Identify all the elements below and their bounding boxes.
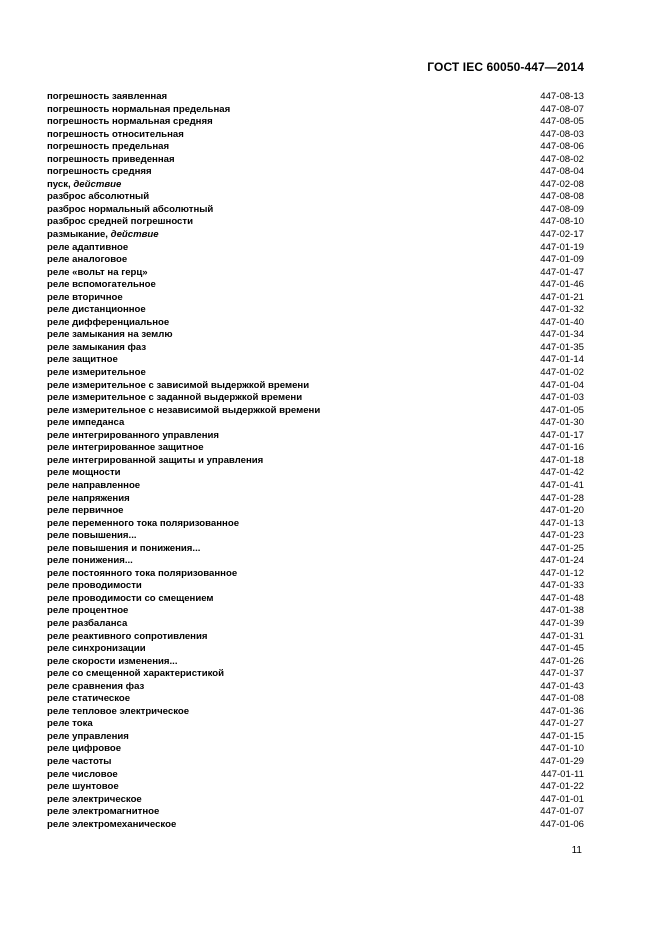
index-term-code: 447-01-14: [540, 354, 584, 366]
index-entry: [47, 530, 584, 543]
index-term-text: реле управления: [47, 730, 129, 742]
index-entry: [47, 681, 584, 694]
index-term: [47, 455, 263, 468]
index-term-code: 447-01-35: [540, 341, 584, 353]
index-term: [47, 329, 173, 342]
index-term-code: 447-01-38: [540, 605, 584, 617]
index-term: [47, 593, 214, 606]
index-term-code: 447-01-22: [540, 781, 584, 793]
index-term: [47, 279, 156, 292]
index-term: [47, 493, 130, 506]
index-term: [47, 154, 175, 167]
index-term-text: реле электрическое: [47, 793, 142, 805]
index-entry: [47, 354, 584, 367]
index-term-code: 447-08-05: [540, 116, 584, 128]
index-term: [47, 505, 124, 518]
index-entry: [47, 568, 584, 581]
index-entry: [47, 191, 584, 204]
index-term: [47, 530, 137, 543]
index-term: [47, 417, 124, 430]
index-term: [47, 129, 184, 142]
index-entry: [47, 229, 584, 242]
index-entry: [47, 631, 584, 644]
index-term-text: погрешность относительная: [47, 128, 184, 140]
index-entry: [47, 216, 584, 229]
index-term: [47, 769, 118, 782]
index-term: [47, 480, 140, 493]
index-term: [47, 643, 146, 656]
index-term-text: реле замыкания на землю: [47, 329, 173, 341]
index-term: [47, 292, 123, 305]
index-term-text: реле аналоговое: [47, 254, 128, 266]
index-term-code: 447-01-46: [540, 279, 584, 291]
index-term-text: реле первичное: [47, 505, 124, 517]
index-entry: [47, 367, 584, 380]
term-index-list: [47, 91, 584, 831]
index-entry: [47, 179, 584, 192]
index-term-code: 447-01-32: [540, 304, 584, 316]
index-term: [47, 605, 128, 618]
index-term-text: погрешность нормальная предельная: [47, 103, 231, 115]
index-entry: [47, 605, 584, 618]
index-term-text: реле интегрированного управления: [47, 429, 220, 441]
index-entry: [47, 304, 584, 317]
index-entry: [47, 154, 584, 167]
index-term: [47, 631, 207, 644]
index-term-code: 447-01-13: [540, 517, 584, 529]
index-term-code: 447-01-43: [540, 680, 584, 692]
index-entry: [47, 392, 584, 405]
index-term: [47, 681, 144, 694]
index-term-code: 447-01-33: [540, 580, 584, 592]
index-term-code: 447-01-24: [540, 555, 584, 567]
index-term: [47, 317, 169, 330]
index-term-code: 447-01-09: [540, 254, 584, 266]
index-entry: [47, 141, 584, 154]
index-entry: [47, 668, 584, 681]
index-entry: [47, 267, 584, 280]
index-term: [47, 342, 146, 355]
index-term-qualifier: действие: [73, 178, 122, 190]
index-term-code: 447-01-06: [540, 818, 584, 830]
index-term-text: реле адаптивное: [47, 241, 129, 253]
index-term-code: 447-08-03: [540, 128, 584, 140]
index-term-code: 447-01-23: [540, 530, 584, 542]
index-entry: [47, 706, 584, 719]
index-entry: [47, 794, 584, 807]
index-term: [47, 91, 167, 104]
index-term-code: 447-01-27: [540, 718, 584, 730]
index-term-text: реле проводимости со смещением: [47, 592, 214, 604]
index-term-text: реле «вольт на герц»: [47, 266, 148, 278]
index-term-text: реле скорости изменения...: [47, 655, 178, 667]
index-term-text: реле повышения и понижения...: [47, 542, 201, 554]
index-entry: [47, 743, 584, 756]
index-entry: [47, 417, 584, 430]
index-term-code: 447-01-08: [540, 693, 584, 705]
index-term-text: реле тепловое электрическое: [47, 705, 190, 717]
index-term-text: реле переменного тока поляризованное: [47, 517, 240, 529]
index-entry: [47, 580, 584, 593]
index-term-code: 447-01-20: [540, 505, 584, 517]
index-term-text: реле постоянного тока поляризованное: [47, 567, 238, 579]
index-term-code: 447-01-04: [540, 379, 584, 391]
index-term: [47, 656, 178, 669]
index-term-text: реле электромагнитное: [47, 806, 160, 818]
index-term-code: 447-08-08: [540, 191, 584, 203]
index-term-text: погрешность средняя: [47, 166, 152, 178]
index-term-text: разброс нормальный абсолютный: [47, 203, 214, 215]
index-entry: [47, 543, 584, 556]
index-term-qualifier: действие: [110, 229, 159, 241]
index-entry: [47, 166, 584, 179]
index-term-code: 447-01-18: [540, 454, 584, 466]
index-entry: [47, 493, 584, 506]
index-term-text: реле замыкания фаз: [47, 341, 147, 353]
index-term: [47, 718, 93, 731]
index-term: [47, 543, 200, 556]
index-term-text: реле мощности: [47, 467, 121, 479]
index-term-code: 447-01-21: [540, 291, 584, 303]
index-term-code: 447-01-07: [540, 806, 584, 818]
index-entry: [47, 781, 584, 794]
index-entry: [47, 693, 584, 706]
index-term: [47, 405, 320, 418]
index-entry: [47, 593, 584, 606]
index-term-text: реле измерительное с независимой выдержкой времени: [47, 404, 321, 416]
index-term: [47, 204, 213, 217]
index-term: [47, 104, 230, 117]
index-term-text: реле дистанционное: [47, 304, 146, 316]
index-term-code: 447-01-03: [540, 392, 584, 404]
index-term-text: размыкание,: [47, 229, 111, 241]
index-term-code: 447-01-45: [540, 643, 584, 655]
index-term: [47, 743, 121, 756]
index-term: [47, 518, 239, 531]
index-term: [47, 304, 146, 317]
index-term-text: реле вспомогательное: [47, 279, 156, 291]
index-term: [47, 467, 121, 480]
index-entry: [47, 518, 584, 531]
index-term-text: реле числовое: [47, 768, 118, 780]
index-entry: [47, 618, 584, 631]
index-term-text: реле со смещенной характеристикой: [47, 668, 225, 680]
index-term-text: реле проводимости: [47, 580, 142, 592]
index-term-text: пуск,: [47, 178, 74, 190]
index-term-text: реле дифференциальное: [47, 316, 170, 328]
index-term: [47, 731, 129, 744]
index-entry: [47, 769, 584, 782]
index-entry: [47, 819, 584, 832]
index-term-code: 447-02-08: [540, 178, 584, 190]
index-term-code: 447-01-34: [540, 329, 584, 341]
index-term-code: 447-01-16: [540, 442, 584, 454]
index-term-code: 447-01-17: [540, 429, 584, 441]
index-term-code: 447-01-40: [540, 316, 584, 328]
index-term-code: 447-01-36: [540, 705, 584, 717]
index-term-code: 447-01-39: [540, 617, 584, 629]
index-term-text: реле тока: [47, 718, 93, 730]
index-entry: [47, 505, 584, 518]
index-term-code: 447-01-02: [540, 367, 584, 379]
index-term: [47, 166, 152, 179]
index-term-text: реле вторичное: [47, 291, 123, 303]
index-entry: [47, 442, 584, 455]
index-entry: [47, 380, 584, 393]
index-entry: [47, 91, 584, 104]
index-entry: [47, 555, 584, 568]
index-entry: [47, 756, 584, 769]
index-term-text: реле процентное: [47, 605, 129, 617]
index-entry: [47, 254, 584, 267]
index-term: [47, 806, 159, 819]
index-term: [47, 191, 149, 204]
index-term-text: реле сравнения фаз: [47, 680, 145, 692]
index-term-text: реле шунтовое: [47, 781, 119, 793]
index-entry: [47, 718, 584, 731]
index-term-code: 447-08-13: [540, 91, 584, 102]
index-term-text: реле разбаланса: [47, 617, 128, 629]
index-term-code: 447-01-47: [540, 266, 584, 278]
index-entry: [47, 104, 584, 117]
index-term-code: 447-01-11: [540, 768, 584, 780]
index-entry: [47, 643, 584, 656]
index-term-code: 447-01-25: [540, 542, 584, 554]
index-term-code: 447-08-10: [540, 216, 584, 228]
index-term: [47, 794, 142, 807]
index-term-text: реле измерительное: [47, 367, 146, 379]
index-term: [47, 756, 112, 769]
index-term-code: 447-08-02: [540, 153, 584, 165]
index-term: [47, 668, 224, 681]
index-term-text: реле измерительное с зависимой выдержкой времени: [47, 379, 310, 391]
index-entry: [47, 731, 584, 744]
index-term: [47, 819, 176, 832]
index-term-text: погрешность предельная: [47, 141, 170, 153]
index-term: [47, 116, 213, 129]
index-term-code: 447-01-19: [540, 241, 584, 253]
index-term-text: погрешность приведенная: [47, 153, 175, 165]
index-term-text: реле частоты: [47, 755, 112, 767]
index-entry: [47, 467, 584, 480]
index-term-code: 447-01-31: [540, 630, 584, 642]
index-term-code: 447-01-12: [540, 567, 584, 579]
index-term-code: 447-01-37: [540, 668, 584, 680]
index-term-text: реле направленное: [47, 479, 141, 491]
index-term: [47, 141, 169, 154]
index-term-text: реле импеданса: [47, 417, 125, 429]
index-entry: [47, 279, 584, 292]
index-term: [47, 781, 119, 794]
document-header: ГОСТ IEC 60050-447—2014: [427, 60, 584, 74]
index-term: [47, 242, 128, 255]
index-term: [47, 706, 189, 719]
index-term: [47, 367, 146, 380]
index-entry: [47, 455, 584, 468]
index-term: [47, 442, 204, 455]
index-term: [47, 179, 121, 192]
index-term-text: реле реактивного сопротивления: [47, 630, 208, 642]
index-entry: [47, 204, 584, 217]
index-term-code: 447-01-26: [540, 655, 584, 667]
index-entry: [47, 430, 584, 443]
index-term-code: 447-01-15: [540, 730, 584, 742]
page-number: 11: [571, 845, 582, 856]
index-term-text: реле интегрированной защиты и управления: [47, 454, 264, 466]
index-term-code: 447-08-06: [540, 141, 584, 153]
index-entry: [47, 329, 584, 342]
index-entry: [47, 480, 584, 493]
index-term-text: погрешность заявленная: [47, 91, 168, 102]
index-term-text: реле измерительное с заданной выдержкой времени: [47, 392, 303, 404]
index-term: [47, 618, 127, 631]
index-term: [47, 555, 133, 568]
index-term-code: 447-02-17: [540, 229, 584, 241]
index-term-text: погрешность нормальная средняя: [47, 116, 213, 128]
index-entry: [47, 656, 584, 669]
index-term-text: реле статическое: [47, 693, 131, 705]
index-term: [47, 354, 118, 367]
index-term-code: 447-01-01: [540, 793, 584, 805]
index-term: [47, 380, 309, 393]
index-term-text: реле напряжения: [47, 492, 130, 504]
index-entry: [47, 292, 584, 305]
index-entry: [47, 405, 584, 418]
index-term: [47, 430, 219, 443]
index-term-text: реле интегрированное защитное: [47, 442, 204, 454]
index-term-code: 447-01-30: [540, 417, 584, 429]
index-term-code: 447-01-41: [540, 479, 584, 491]
index-term: [47, 580, 142, 593]
index-term-text: разброс средней погрешности: [47, 216, 193, 228]
index-term-code: 447-08-09: [540, 203, 584, 215]
index-term: [47, 254, 127, 267]
index-term: [47, 267, 148, 280]
index-entry: [47, 129, 584, 142]
index-term: [47, 229, 159, 242]
index-term-code: 447-01-05: [540, 404, 584, 416]
index-entry: [47, 806, 584, 819]
index-term-text: реле электромеханическое: [47, 818, 177, 830]
index-entry: [47, 342, 584, 355]
index-term-text: реле цифровое: [47, 743, 122, 755]
index-term-text: разброс абсолютный: [47, 191, 150, 203]
index-term-text: реле понижения...: [47, 555, 133, 567]
index-term-code: 447-08-04: [540, 166, 584, 178]
index-term-text: реле защитное: [47, 354, 118, 366]
index-term: [47, 693, 130, 706]
index-entry: [47, 242, 584, 255]
index-term: [47, 568, 237, 581]
index-term-code: 447-08-07: [540, 103, 584, 115]
index-term-text: реле повышения...: [47, 530, 137, 542]
index-term-code: 447-01-28: [540, 492, 584, 504]
index-term: [47, 392, 302, 405]
index-term: [47, 216, 193, 229]
index-entry: [47, 317, 584, 330]
index-term-code: 447-01-10: [540, 743, 584, 755]
index-entry: [47, 116, 584, 129]
index-term-code: 447-01-48: [540, 592, 584, 604]
index-term-code: 447-01-29: [540, 755, 584, 767]
index-term-text: реле синхронизации: [47, 643, 146, 655]
index-term-code: 447-01-42: [540, 467, 584, 479]
